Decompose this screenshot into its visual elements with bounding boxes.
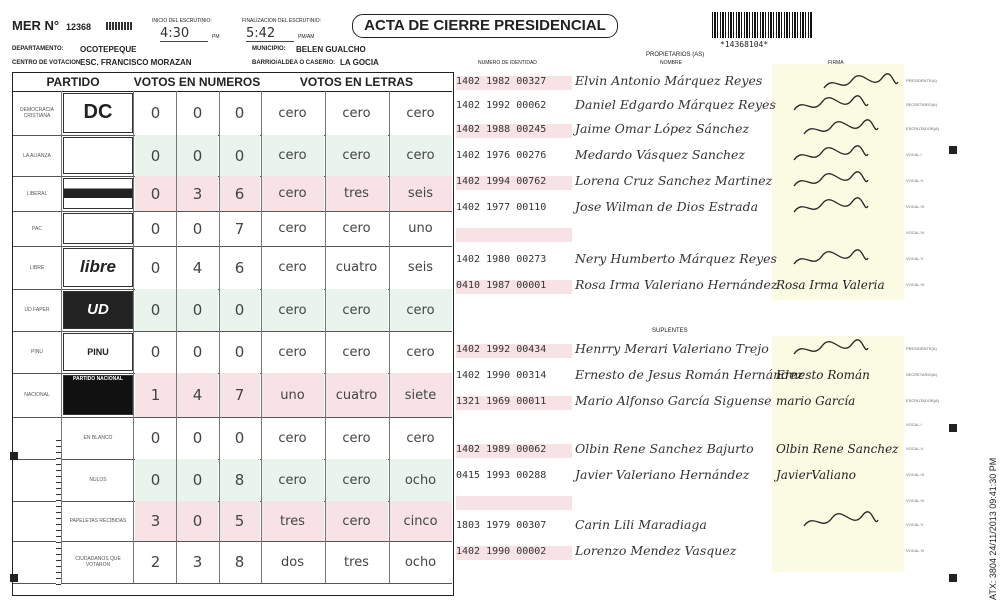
vote-word-cell: cero <box>389 135 452 176</box>
party-logo <box>63 213 133 245</box>
member-role: SECRETARIO(A) <box>906 102 938 107</box>
vote-number-cell: 0 <box>135 176 176 211</box>
column-divider <box>61 373 62 417</box>
column-divider <box>261 246 262 289</box>
vote-number-cell: 8 <box>234 553 245 571</box>
column-divider <box>325 373 326 417</box>
column-divider <box>61 331 62 373</box>
column-divider <box>176 211 177 246</box>
vote-word-cell: tres <box>344 554 369 570</box>
vote-number-cell: 8 <box>219 459 260 501</box>
column-divider <box>261 176 262 211</box>
member-id: 1402 1992 00062 <box>456 100 547 111</box>
column-divider <box>176 459 177 501</box>
member-name: Olbin Rene Sanchez Bajurto <box>575 441 754 456</box>
column-divider <box>261 459 262 501</box>
member-name: Ernesto de Jesus Román Hernández <box>575 367 804 382</box>
column-divider <box>325 91 326 135</box>
column-divider <box>261 135 262 176</box>
party-name: DEMOCRACIA CRISTIANA <box>20 107 54 119</box>
vote-number-cell: 0 <box>234 429 245 447</box>
column-divider <box>61 91 62 135</box>
nombre-label: NOMBRE <box>660 60 682 66</box>
total-name: EN BLANCO <box>83 435 113 441</box>
column-divider <box>325 289 326 331</box>
signature-scribble-icon <box>790 144 870 168</box>
vote-number-cell: 4 <box>177 373 218 417</box>
vote-number-cell: 0 <box>192 429 203 447</box>
column-divider <box>261 91 262 135</box>
column-divider <box>261 289 262 331</box>
member-id: 1402 1989 00062 <box>456 444 572 458</box>
member-id: 1402 1992 00434 <box>456 344 572 358</box>
col-numeros-header: VOTOS EN NUMEROS <box>133 73 261 92</box>
signature-scribble-icon <box>790 338 870 362</box>
document-title: ACTA DE CIERRE PRESIDENCIAL <box>352 14 618 38</box>
member-role: VOCAL II <box>906 446 923 451</box>
column-divider <box>389 135 390 176</box>
party-name: LIBRE <box>29 264 45 271</box>
column-divider <box>133 135 134 176</box>
member-name: Carin Lili Maradiaga <box>575 517 707 532</box>
member-id: 1402 1990 00002 <box>456 546 572 560</box>
signature-scribble-icon <box>800 510 880 534</box>
column-divider <box>389 246 390 289</box>
col-letras-header: VOTOS EN LETRAS <box>261 73 452 92</box>
member-role: SECRETARIO(A) <box>906 372 938 377</box>
member-id <box>456 228 572 242</box>
member-signature: Rosa Irma Valeria <box>776 278 885 292</box>
member-role: PRESIDENTE(A) <box>906 78 937 83</box>
vote-word-cell: cero <box>261 135 324 176</box>
vote-word-cell: cero <box>406 344 435 360</box>
vote-word-cell: seis <box>407 260 434 275</box>
member-name: Mario Alfonso García Siguense <box>575 393 772 408</box>
column-divider <box>176 373 177 417</box>
column-divider <box>219 246 220 289</box>
vote-word-cell: cero <box>342 344 371 360</box>
column-divider <box>325 501 326 541</box>
member-role: VOCAL IV <box>906 230 925 235</box>
vote-word-cell: tres <box>261 501 324 541</box>
member-id: 1402 1982 00327 <box>456 76 572 90</box>
side-stamp: ATX: 3804 24/11/2013 09:41:30 PM <box>988 457 998 600</box>
centro-value: ESC. FRANCISCO MORAZAN <box>80 58 192 67</box>
vote-number-cell: 7 <box>219 373 260 417</box>
column-divider <box>176 417 177 459</box>
member-role: VOCAL III <box>906 204 924 209</box>
mer-number: 12368 <box>66 22 92 32</box>
member-name: Elvin Antonio Márquez Reyes <box>575 73 763 88</box>
member-id <box>456 496 572 510</box>
party-name: NACIONAL <box>24 392 50 398</box>
member-role: VOCAL VI <box>906 548 925 553</box>
member-name: Lorenzo Mendez Vasquez <box>575 543 737 558</box>
column-divider <box>176 135 177 176</box>
member-role: PRESIDENTE(A) <box>906 346 937 351</box>
vote-number-cell: 0 <box>150 219 161 238</box>
member-role: ESCRUTADOR(A) <box>906 398 940 403</box>
vote-word-cell: cero <box>325 289 388 331</box>
column-divider <box>61 459 62 501</box>
vote-word-cell: cero <box>406 105 435 121</box>
member-role: ESCRUTADOR(A) <box>906 126 940 131</box>
vote-number-cell: 0 <box>135 289 176 331</box>
vote-number-cell: 0 <box>150 258 161 277</box>
registration-mark <box>949 146 957 154</box>
party-row <box>13 176 452 212</box>
party-row <box>13 91 452 136</box>
party-row <box>13 246 452 290</box>
member-role: VOCAL V <box>906 256 924 261</box>
vote-number-cell: 0 <box>177 135 218 176</box>
member-role: VOCAL I <box>906 422 922 427</box>
column-divider <box>389 417 390 459</box>
party-logo <box>63 178 133 210</box>
vote-word-cell: cero <box>325 459 388 501</box>
vote-word-cell: dos <box>281 554 304 570</box>
vote-number-cell: 6 <box>219 176 260 211</box>
column-divider <box>61 417 62 459</box>
column-divider <box>133 176 134 211</box>
column-divider <box>389 211 390 246</box>
column-divider <box>325 331 326 373</box>
vote-word-cell: cero <box>261 459 324 501</box>
column-divider <box>389 501 390 541</box>
suplentes-label: SUPLENTES <box>652 328 688 334</box>
member-id: 0410 1987 00001 <box>456 280 572 294</box>
column-divider <box>176 246 177 289</box>
member-name: Daniel Edgardo Márquez Reyes <box>575 97 776 112</box>
registration-mark <box>949 574 957 582</box>
party-row <box>13 211 452 247</box>
member-role: VOCAL II <box>906 178 923 183</box>
vote-word-cell: cero <box>406 430 435 446</box>
column-divider <box>261 501 262 541</box>
vote-number-cell: 0 <box>177 501 218 541</box>
registration-mark <box>10 452 18 460</box>
registration-mark <box>949 424 957 432</box>
member-id: 1402 1976 00276 <box>456 150 547 161</box>
column-divider <box>389 176 390 211</box>
member-role: VOCAL IV <box>906 498 925 503</box>
member-role: VOCAL III <box>906 472 924 477</box>
column-divider <box>389 91 390 135</box>
signature-scribble-icon <box>800 118 880 142</box>
registration-mark <box>10 574 18 582</box>
vote-word-cell: cero <box>278 344 307 360</box>
column-divider <box>61 289 62 331</box>
party-logo <box>63 137 133 174</box>
party-row <box>13 289 452 332</box>
vote-number-cell: 7 <box>234 219 245 238</box>
column-divider <box>133 501 134 541</box>
party-logo: libre <box>63 248 133 287</box>
vote-word-cell: seis <box>389 176 452 211</box>
mer-stamp-icon <box>106 22 132 30</box>
vote-number-cell: 0 <box>150 104 161 122</box>
vote-word-cell: tres <box>325 176 388 211</box>
column-divider <box>261 331 262 373</box>
inicio-value: 4:30 <box>160 26 208 42</box>
vote-word-cell: cuatro <box>335 260 378 275</box>
column-divider <box>325 541 326 583</box>
vote-number-cell: 0 <box>192 104 203 122</box>
vote-word-cell: siete <box>389 373 452 417</box>
column-divider <box>176 501 177 541</box>
column-divider <box>261 211 262 246</box>
vote-number-cell: 1 <box>135 373 176 417</box>
column-divider <box>176 331 177 373</box>
vote-number-cell: 0 <box>234 343 245 361</box>
departamento-label: DEPARTAMENTO: <box>12 46 64 52</box>
party-name: UD FAPER <box>24 307 50 313</box>
column-divider <box>219 459 220 501</box>
column-divider <box>219 373 220 417</box>
total-row <box>13 459 452 502</box>
vote-number-cell: 3 <box>177 176 218 211</box>
vote-number-cell: 0 <box>234 104 245 122</box>
column-divider <box>325 417 326 459</box>
column-divider <box>389 331 390 373</box>
member-id: 0415 1993 00288 <box>456 470 547 481</box>
column-divider <box>389 289 390 331</box>
member-signature: Ernesto Román <box>776 368 870 382</box>
member-name: Lorena Cruz Sanchez Martinez <box>575 173 773 188</box>
signature-scribble-icon <box>790 94 870 118</box>
vote-word-cell: cero <box>278 260 307 275</box>
signature-scribble-icon <box>790 196 870 220</box>
member-id: 1402 1990 00314 <box>456 370 547 381</box>
finalizacion-suffix: PM/AM <box>298 34 315 40</box>
vote-number-cell: 0 <box>177 289 218 331</box>
column-divider <box>133 373 134 417</box>
member-name: Jose Wilman de Dios Estrada <box>575 199 759 214</box>
member-id: 1803 1979 00307 <box>456 520 547 531</box>
party-name: PAC <box>32 225 42 232</box>
party-name: LIBERAL <box>26 190 48 197</box>
column-divider <box>389 541 390 583</box>
vote-number-cell: 3 <box>135 501 176 541</box>
column-divider <box>133 211 134 246</box>
member-name: Jaime Omar López Sánchez <box>575 121 750 136</box>
member-name: Rosa Irma Valeriano Hernández <box>575 277 778 292</box>
finalizacion-value: 5:42 <box>246 26 294 42</box>
col-partido-header: PARTIDO <box>13 73 133 92</box>
vote-word-cell: cero <box>278 430 307 446</box>
column-divider <box>219 541 220 583</box>
column-divider <box>176 289 177 331</box>
column-divider <box>261 541 262 583</box>
member-id <box>456 420 572 434</box>
column-divider <box>325 246 326 289</box>
column-divider <box>61 501 62 541</box>
propietarios-label: PROPIETARIOS (AS) <box>646 52 705 58</box>
signature-scribble-icon <box>790 170 870 194</box>
vote-number-cell: 0 <box>192 343 203 361</box>
vote-word-cell: cero <box>342 105 371 121</box>
vote-number-cell: 4 <box>192 258 203 277</box>
vote-word-cell: ocho <box>389 459 452 501</box>
vote-word-cell: cero <box>278 221 307 236</box>
vote-number-cell: 0 <box>150 343 161 361</box>
member-role: VOCAL V <box>906 522 924 527</box>
results-table <box>12 72 454 596</box>
member-role: VOCAL VI <box>906 282 925 287</box>
column-divider <box>61 176 62 211</box>
column-divider <box>176 176 177 211</box>
party-logo: DC <box>63 93 133 133</box>
column-divider <box>133 331 134 373</box>
vote-word-cell: cinco <box>389 501 452 541</box>
column-divider <box>61 541 62 583</box>
column-divider <box>261 417 262 459</box>
vote-word-cell: ocho <box>404 554 437 570</box>
column-divider <box>133 541 134 583</box>
column-divider <box>133 289 134 331</box>
column-divider <box>325 459 326 501</box>
vote-number-cell: 2 <box>150 553 161 571</box>
total-row <box>13 417 452 460</box>
column-divider <box>133 91 134 135</box>
vote-number-cell: 0 <box>150 429 161 447</box>
party-name: LA ALIANZA <box>23 152 51 159</box>
column-divider <box>325 135 326 176</box>
municipio-label: MUNICIPIO: <box>252 46 286 52</box>
inicio-suffix: PM <box>212 34 220 40</box>
column-divider <box>133 459 134 501</box>
vote-number-cell: 0 <box>177 459 218 501</box>
column-divider <box>219 417 220 459</box>
vote-word-cell: cero <box>325 135 388 176</box>
column-divider <box>133 417 134 459</box>
column-divider <box>219 331 220 373</box>
member-name: Henrry Merari Valeriano Trejo <box>575 341 769 356</box>
numero-identidad-label: NUMERO DE IDENTIDAD <box>478 60 537 66</box>
column-divider <box>389 459 390 501</box>
column-divider <box>219 211 220 246</box>
column-divider <box>133 246 134 289</box>
total-name: NULOS <box>89 477 107 483</box>
column-divider <box>325 176 326 211</box>
total-row <box>13 501 452 542</box>
column-divider <box>176 541 177 583</box>
signature-scribble-icon <box>820 72 900 96</box>
barcode-text: *14368104* <box>720 40 769 49</box>
member-id: 1402 1980 00273 <box>456 254 547 265</box>
vote-number-cell: 0 <box>135 135 176 176</box>
column-divider <box>219 91 220 135</box>
centro-label: CENTRO DE VOTACION: <box>12 60 83 66</box>
total-name: PAPELETAS RECIBIDAS <box>69 518 127 524</box>
party-name: PINU <box>31 349 43 355</box>
vote-word-cell: cero <box>261 176 324 211</box>
firma-label: FIRMA <box>828 60 844 66</box>
column-divider <box>61 211 62 246</box>
member-signature: JavierValiano <box>776 468 856 482</box>
inicio-label: INICIO DEL ESCRUTINIO: <box>152 18 212 24</box>
column-divider <box>219 135 220 176</box>
column-divider <box>219 289 220 331</box>
total-row <box>13 541 452 584</box>
column-divider <box>389 373 390 417</box>
vote-number-cell: 0 <box>192 219 203 238</box>
vote-word-cell: cuatro <box>325 373 388 417</box>
party-logo: UD <box>63 291 133 329</box>
vote-word-cell: uno <box>261 373 324 417</box>
barcode <box>712 12 812 38</box>
vote-word-cell: uno <box>408 221 433 236</box>
vote-word-cell: cero <box>325 501 388 541</box>
vote-number-cell: 0 <box>135 459 176 501</box>
barrio-value: LA GOCIA <box>340 58 379 67</box>
departamento-value: OCOTEPEQUE <box>80 45 137 54</box>
member-id: 1321 1969 00011 <box>456 396 572 410</box>
vote-word-cell: cero <box>278 105 307 121</box>
party-logo: PARTIDO NACIONAL <box>63 375 133 415</box>
vote-word-cell: cero <box>342 221 371 236</box>
vote-word-cell: cero <box>389 289 452 331</box>
party-row <box>13 373 452 418</box>
party-row <box>13 135 452 177</box>
total-name: CIUDADANOS QUE VOTARON <box>75 556 121 568</box>
member-signature: Olbin Rene Sanchez <box>776 442 899 456</box>
column-divider <box>176 91 177 135</box>
mer-label: MER N° <box>12 18 60 33</box>
vote-word-cell: cero <box>342 430 371 446</box>
column-divider <box>219 176 220 211</box>
vote-number-cell: 6 <box>234 258 245 277</box>
column-divider <box>61 246 62 289</box>
vote-number-cell: 0 <box>219 289 260 331</box>
barrio-label: BARRIO/ALDEA O CASERIO: <box>252 60 336 66</box>
margin-scale <box>56 440 61 590</box>
vote-number-cell: 3 <box>192 553 203 571</box>
member-id: 1402 1994 00762 <box>456 176 572 190</box>
member-id: 1402 1988 00245 <box>456 124 572 138</box>
member-name: Javier Valeriano Hernández <box>575 467 750 482</box>
column-divider <box>219 501 220 541</box>
party-logo: PINU <box>63 333 133 371</box>
vote-word-cell: cero <box>261 289 324 331</box>
column-divider <box>261 373 262 417</box>
party-row <box>13 331 452 374</box>
member-name: Medardo Vásquez Sanchez <box>575 147 745 162</box>
signature-scribble-icon <box>790 248 870 272</box>
column-divider <box>325 211 326 246</box>
column-divider <box>61 135 62 176</box>
member-signature: mario García <box>776 394 856 408</box>
municipio-value: BELEN GUALCHO <box>296 45 366 54</box>
vote-number-cell: 5 <box>219 501 260 541</box>
member-name: Nery Humberto Márquez Reyes <box>575 251 777 266</box>
member-id: 1402 1977 00110 <box>456 202 547 213</box>
member-role: VOCAL I <box>906 152 922 157</box>
finalizacion-label: FINALIZACION DEL ESCRUTINIO: <box>242 18 321 24</box>
vote-number-cell: 0 <box>219 135 260 176</box>
